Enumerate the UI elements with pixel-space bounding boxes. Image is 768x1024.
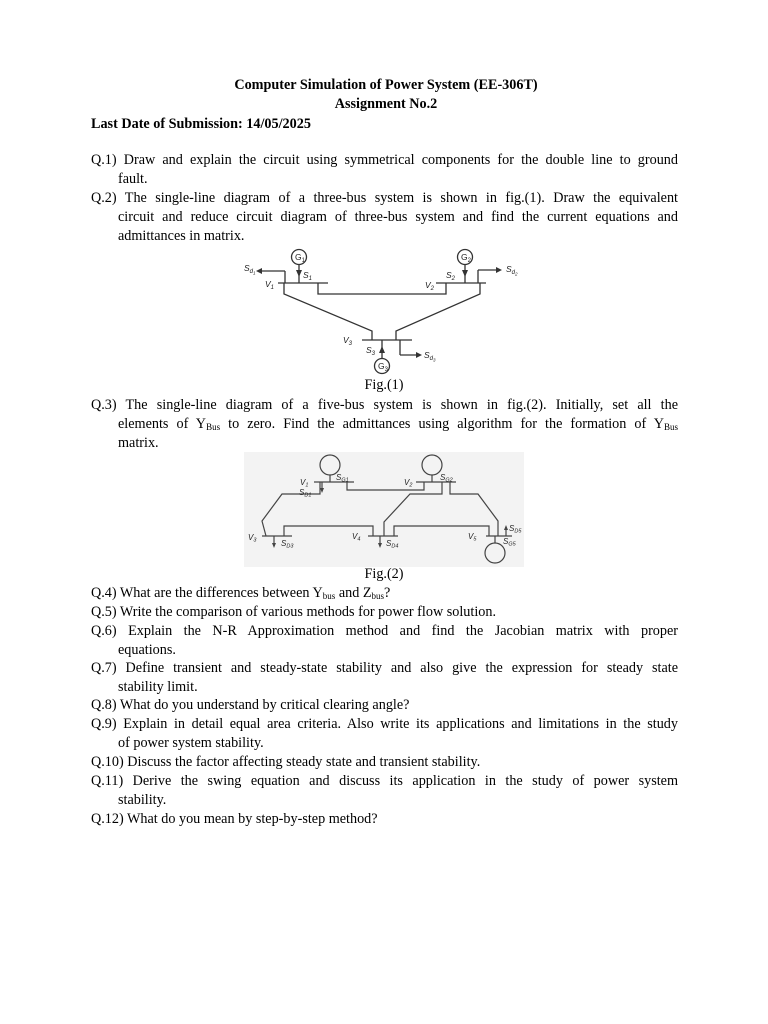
question-1 bbox=[91, 151, 678, 189]
sd2-label: $S_d2$ bbox=[506, 264, 518, 277]
v2-label: $V_2$ bbox=[425, 280, 435, 292]
sd1-label-fig2: SD1 bbox=[299, 488, 312, 499]
figure-2-background bbox=[244, 452, 524, 567]
g2-label: $G_2$ bbox=[461, 252, 471, 264]
question-6 bbox=[91, 622, 678, 660]
question-6-line-1: Q.6) Explain the N-R Approximation method and find the Jacobian matrix with proper bbox=[91, 623, 678, 639]
question-1-line-2: fault. bbox=[118, 171, 148, 187]
sd3-label-fig2: SD3 bbox=[281, 539, 294, 550]
question-9-line-2: of power system stability. bbox=[118, 735, 264, 751]
v1-label: $V_1$ bbox=[265, 279, 275, 291]
question-2-line-1: Q.2) The single-line diagram of a three-bus system is shown in fig.(1). Draw the equivalent bbox=[91, 190, 678, 206]
question-2-line-2: circuit and reduce circuit diagram of three-bus system and find the current equations and bbox=[118, 209, 678, 225]
v4-label-fig2: V4 bbox=[352, 532, 361, 543]
sd4-label-fig2: SD4 bbox=[386, 539, 399, 550]
question-11-line-2: stability. bbox=[118, 792, 167, 808]
v2-label-fig2: V2 bbox=[404, 478, 413, 489]
sg1-label-fig2: SG1 bbox=[336, 473, 349, 484]
question-1-line-1: Q.1) Draw and explain the circuit using symmetrical components for the double line to ground bbox=[91, 152, 678, 168]
question-9 bbox=[91, 715, 678, 753]
g3-label: $G_3$ bbox=[378, 361, 388, 373]
course-title: Computer Simulation of Power System (EE-306T) bbox=[234, 77, 538, 93]
question-8: Q.8) What do you understand by critical clearing angle? bbox=[91, 697, 410, 713]
question-3-line-1: Q.3) The single-line diagram of a five-bus system is shown in fig.(2). Initially, set all the bbox=[91, 397, 678, 413]
sd1-label: $S_d1$ bbox=[244, 263, 256, 276]
v5-label-fig2: V5 bbox=[468, 532, 477, 543]
figure-2-diagram bbox=[244, 452, 524, 567]
question-11-line-1: Q.11) Derive the swing equation and discuss its application in the study of power system bbox=[91, 773, 678, 789]
sd5-label-fig2: SD5 bbox=[509, 524, 522, 535]
question-11 bbox=[91, 772, 678, 810]
question-12: Q.12) What do you mean by step-by-step method? bbox=[91, 811, 378, 827]
g1-label: $G_1$ bbox=[295, 252, 305, 264]
sg3-label: $S_3$ bbox=[366, 345, 376, 357]
question-3 bbox=[91, 396, 678, 453]
sg2-label-fig2: SG2 bbox=[440, 473, 453, 484]
assignment-number: Assignment No.2 bbox=[334, 96, 438, 112]
sg5-label-fig2: SG5 bbox=[503, 537, 516, 548]
question-9-line-1: Q.9) Explain in detail equal area criteria. Also write its applications and limitations in the study bbox=[91, 716, 678, 732]
sg1-label: $S_1$ bbox=[303, 270, 313, 282]
figure-2-caption: Fig.(2) bbox=[364, 566, 404, 582]
question-6-line-2: equations. bbox=[118, 642, 176, 658]
question-4: Q.4) What are the differences between $Y_{bus}$ and $Z_{bus}$? bbox=[91, 585, 391, 601]
v3-label-fig2: V3 bbox=[248, 533, 257, 544]
v1-label-fig2: V1 bbox=[300, 478, 309, 489]
submission-deadline: Last Date of Submission: 14/05/2025 bbox=[91, 116, 311, 132]
question-2-line-3: admittances in matrix. bbox=[118, 228, 245, 244]
question-10: Q.10) Discuss the factor affecting steady state and transient stability. bbox=[91, 754, 481, 770]
figure-1-caption: Fig.(1) bbox=[364, 377, 404, 393]
question-3-line-2: elements of $Y_{Bus}$ to zero. Find the admittances using algorithm for the formation of $Y_{Bus}$ bbox=[118, 416, 679, 432]
question-7-line-2: stability limit. bbox=[118, 679, 198, 695]
question-5: Q.5) Write the comparison of various methods for power flow solution. bbox=[91, 604, 497, 620]
sd3-label: $S_d3$ bbox=[424, 350, 436, 363]
question-3-line-3: matrix. bbox=[118, 435, 159, 451]
question-2 bbox=[91, 189, 678, 246]
figure-1-diagram bbox=[230, 245, 540, 380]
v3-label: $V_3$ bbox=[343, 335, 353, 347]
question-7-line-1: Q.7) Define transient and steady-state stability and also give the expression for steady state bbox=[91, 660, 678, 676]
sg2-label: $S_2$ bbox=[446, 270, 456, 282]
question-7 bbox=[91, 659, 678, 697]
